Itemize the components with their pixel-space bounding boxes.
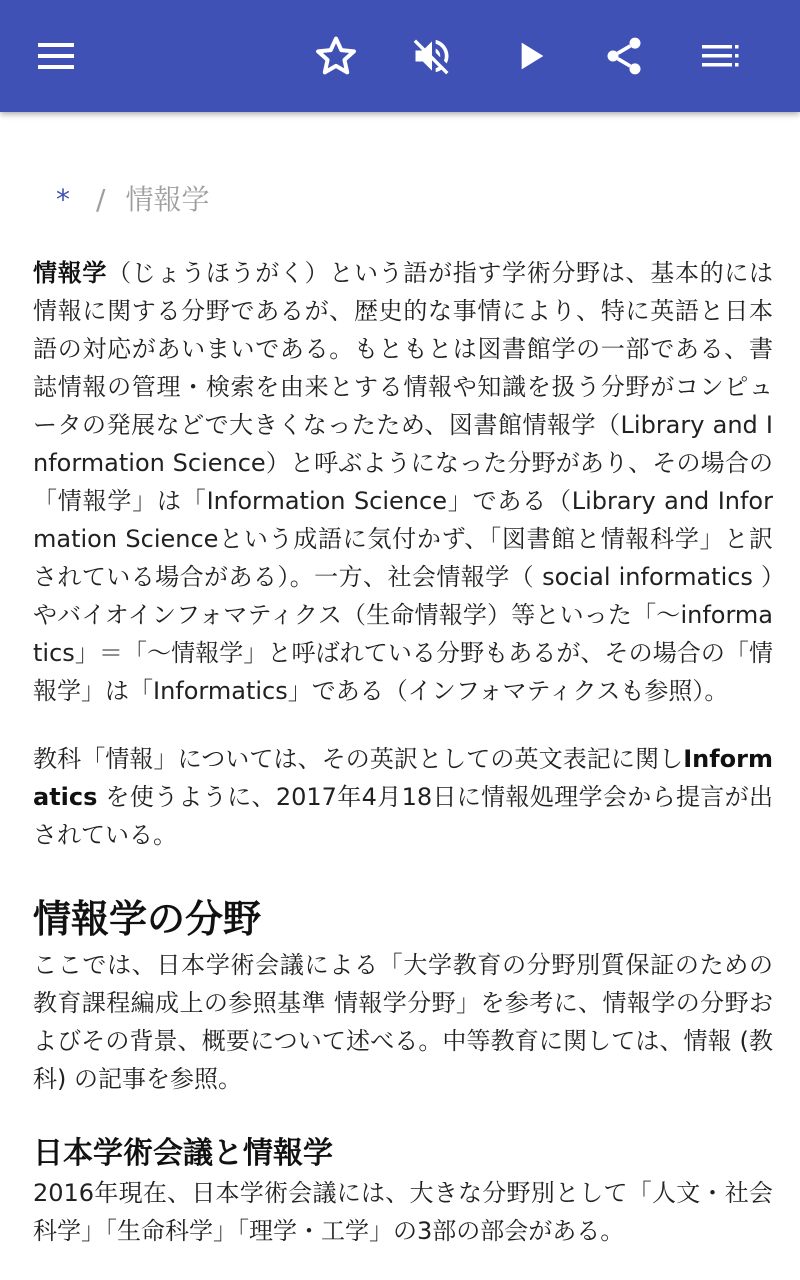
section-paragraph: ここでは、日本学術会議による「大学教育の分野別質保証のための教育課程編成上の参照基準 情報学分野」を参考に、情報学の分野およびその背景、概要について述べる。中等教育に関しては、情報 (教科) の記事を参照。 bbox=[33, 951, 773, 1093]
subject-paragraph-text-a: 教科「情報」については、その英訳としての英文表記に関し bbox=[33, 745, 684, 773]
hamburger-menu-icon bbox=[36, 36, 76, 76]
play-icon bbox=[510, 36, 550, 76]
app-bar bbox=[0, 0, 800, 112]
article-term: 情報学 bbox=[33, 259, 108, 287]
section-heading: 情報学の分野 bbox=[33, 897, 262, 941]
share-button[interactable] bbox=[596, 28, 652, 84]
contents-button[interactable] bbox=[692, 28, 748, 84]
breadcrumb-home-link[interactable]: * bbox=[56, 183, 70, 216]
volume-off-icon bbox=[410, 34, 454, 78]
article-content[interactable] bbox=[0, 112, 800, 1280]
bookmark-button[interactable] bbox=[308, 28, 364, 84]
intro-paragraph bbox=[33, 254, 773, 710]
intro-paragraph-text: （じょうほうがく）という語が指す学術分野は、基本的には情報に関する分野であるが、歴史的な事情により、特に英語と日本語の対応があいまいである。もともとは図書館学の一部である、書誌情報の管理・検索を由来とする情報や知識を扱う分野がコンピュータの発展などで大きくなったため、図書館情報学（Library and Information Science）と呼ぶようになった分野があり、その場合の「情報学」は「Information Science」である（Library and Information Scienceという成語に気付かず、「図書館と情報科学」と訳されている場合がある）。一方、社会情報学（ social informatics ）やバイオインフォマティクス（生命情報学）等といった「〜informatics」＝「〜情報学」と呼ばれている分野もあるが、その場合の「情報学」は「Informatics」である（インフォマティクスも参照）。 bbox=[33, 259, 774, 705]
breadcrumb bbox=[56, 178, 209, 218]
star-outline-icon bbox=[314, 34, 358, 78]
breadcrumb-separator: / bbox=[96, 183, 106, 216]
subsection-heading: 日本学術会議と情報学 bbox=[33, 1136, 333, 1171]
subsection-paragraph: 2016年現在、日本学術会議には、大きな分野別として「人文・社会科学」「生命科学」「理学・工学」の3部の部会がある。 bbox=[33, 1179, 773, 1245]
menu-button[interactable] bbox=[28, 28, 84, 84]
subject-paragraph-term: Informatics bbox=[33, 745, 773, 811]
play-button[interactable] bbox=[502, 28, 558, 84]
subject-paragraph bbox=[33, 740, 773, 854]
article-body bbox=[33, 254, 773, 1250]
share-icon bbox=[602, 34, 646, 78]
breadcrumb-current: 情報学 bbox=[125, 183, 210, 216]
subject-paragraph-text-b: を使うように、2017年4月18日に情報処理学会から提言が出されている。 bbox=[33, 783, 773, 849]
list-icon bbox=[700, 36, 740, 76]
mute-button[interactable] bbox=[404, 28, 460, 84]
